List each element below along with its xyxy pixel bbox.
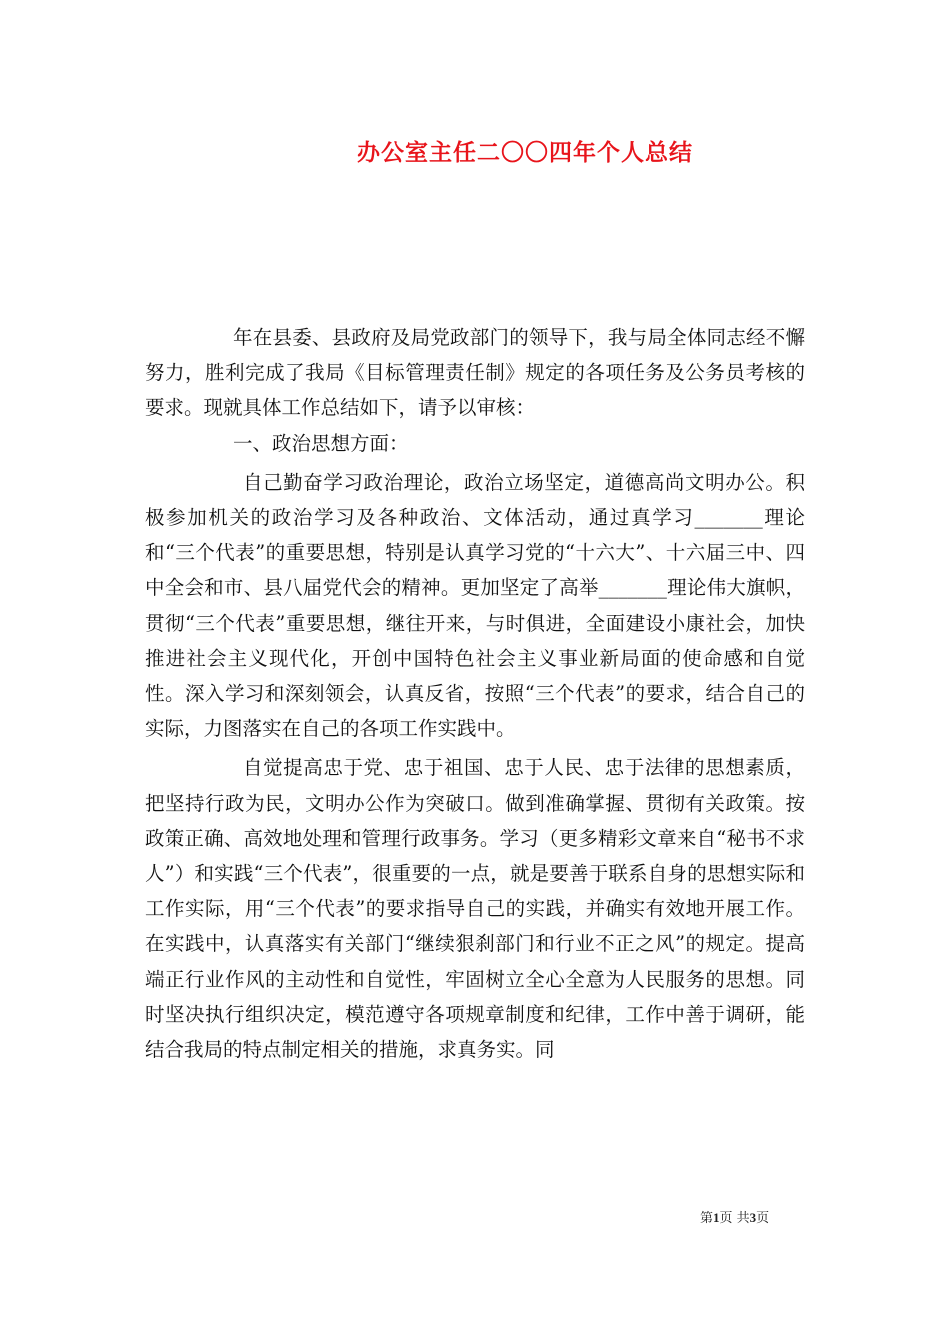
footer-prefix: 第 bbox=[700, 1211, 714, 1226]
footer-current-page: 1 bbox=[713, 1210, 720, 1225]
page-footer bbox=[700, 1207, 820, 1226]
document-body bbox=[145, 320, 805, 1067]
paragraph-study: 自己勤奋学习政治理论，政治立场坚定，道德高尚文明办公。积极参加机关的政治学习及各种政治、文体活动，通过真学习_______理论和“三个代表”的重要思想，特别是认真学习党的“十六大”、十六届三中、四中全会和市、县八届党代会的精神。更加坚定了高举_______理论伟大旗帜，贯彻“三个代表”重要思想，继往开来，与时俱进，全面建设小康社会，加快推进社会主义现代化，开创中国特色社会主义事业新局面的使命感和自觉性。深入学习和深刻领会，认真反省，按照“三个代表”的要求，结合自己的实际，力图落实在自己的各项工作实践中。 bbox=[145, 470, 805, 741]
paragraph-conduct: 自觉提高忠于党、忠于祖国、忠于人民、忠于法律的思想素质，把坚持行政为民，文明办公作为突破口。做到准确掌握、贯彻有关政策。按政策正确、高效地处理和管理行政事务。学习（更多精彩文章来自“秘书不求人”）和实践“三个代表”，很重要的一点，就是要善于联系自身的思想实际和工作实际，用“三个代表”的要求指导自己的实践，并确实有效地开展工作。在实践中，认真落实有关部门“继续狠刹部门和行业不正之风”的规定。提高端正行业作风的主动性和自觉性，牢固树立全心全意为人民服务的思想。同时坚决执行组织决定，模范遵守各项规章制度和纪律，工作中善于调研，能结合我局的特点制定相关的措施，求真务实。同 bbox=[145, 756, 805, 1062]
section-heading-politics: 一、政治思想方面： bbox=[233, 431, 409, 455]
document-title: 办公室主任二〇〇四年个人总结 bbox=[357, 139, 693, 166]
paragraph-intro: 年在县委、县政府及局党政部门的领导下，我与局全体同志经不懈努力，胜利完成了我局《目标管理责任制》规定的各项任务及公务员考核的要求。现就具体工作总结如下，请予以审核： bbox=[145, 326, 805, 420]
footer-middle: 页 共 bbox=[719, 1211, 750, 1226]
footer-total-pages: 3 bbox=[749, 1210, 757, 1225]
footer-suffix: 页 bbox=[756, 1211, 770, 1226]
